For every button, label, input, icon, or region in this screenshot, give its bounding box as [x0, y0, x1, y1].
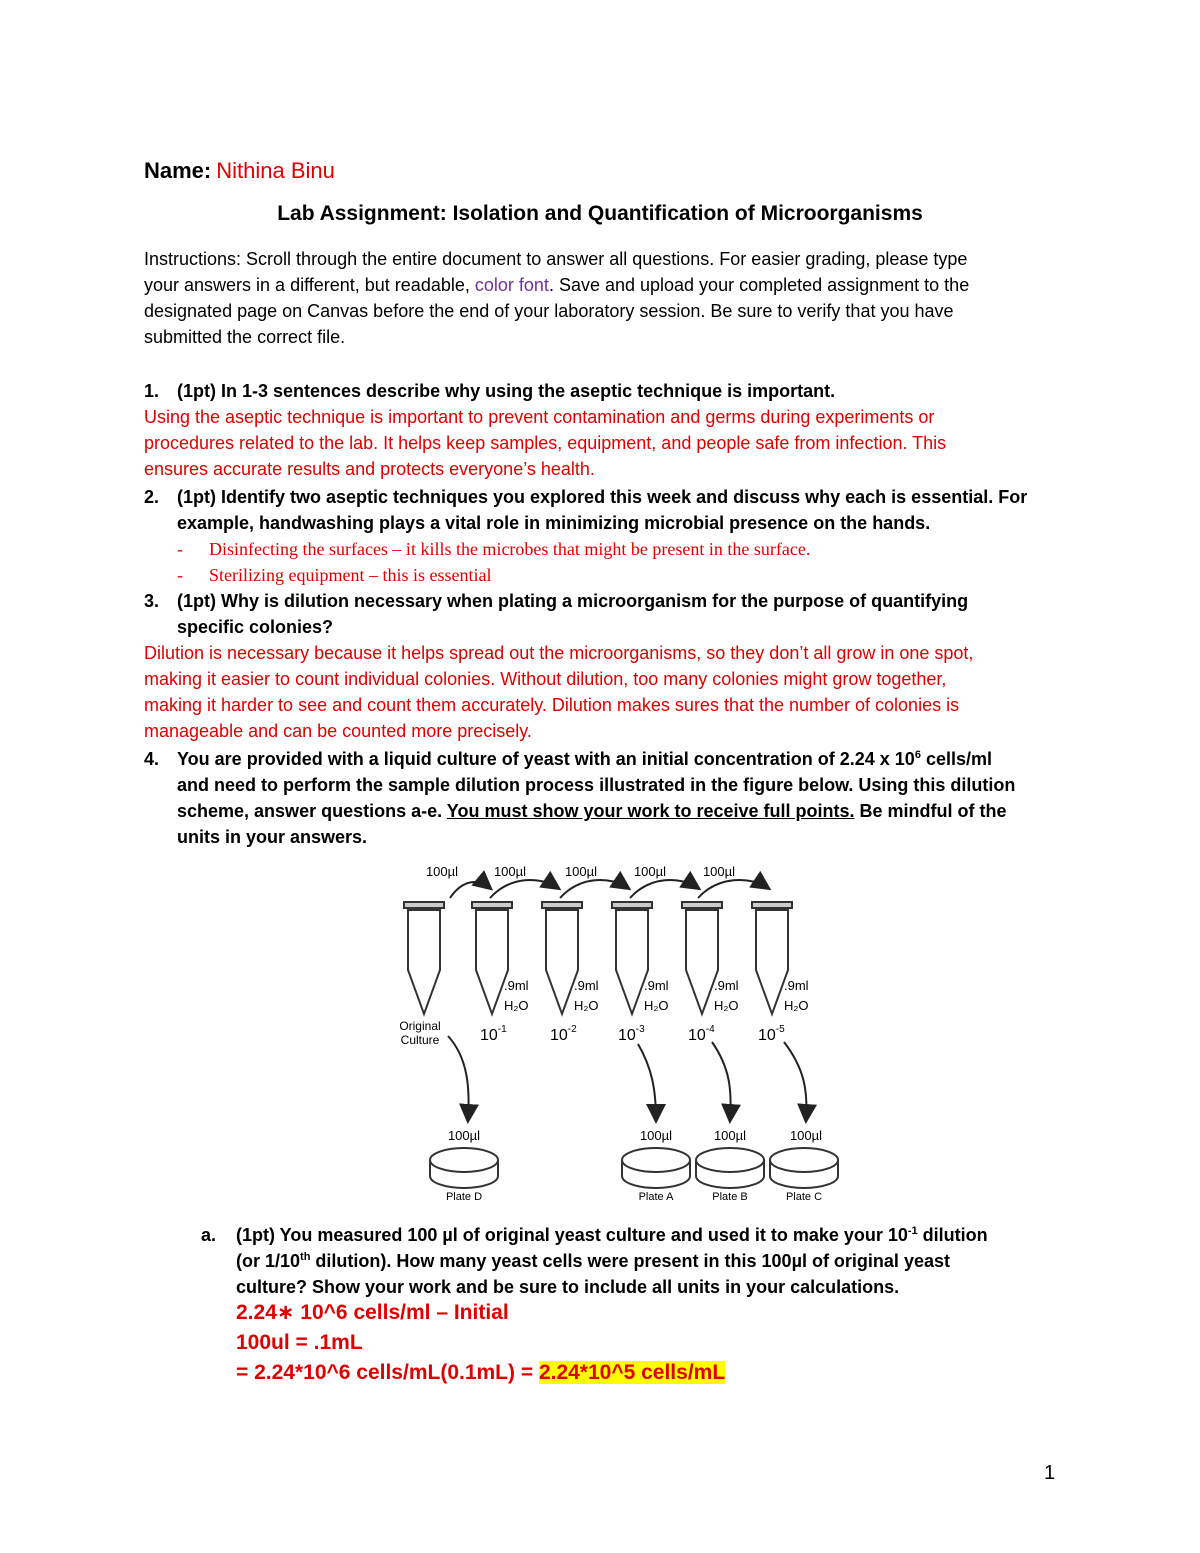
- plate-c: [770, 1148, 838, 1188]
- plate-a-label: Plate A: [638, 1191, 674, 1203]
- question-4-text: units in your answers.: [177, 827, 368, 847]
- tube-original: [404, 902, 444, 1014]
- instructions-text: your answers in a different, but readable,: [144, 275, 470, 295]
- answer-3-line: making it harder to see and count them accurately. Dilution makes sures that the number of colonies is: [144, 695, 960, 715]
- student-name: Nithina Binu: [216, 158, 335, 183]
- bullet-dash: -: [177, 539, 183, 559]
- answer-1-line: Using the aseptic technique is important to prevent contamination and germs during experiments or: [144, 407, 935, 427]
- name-line: [144, 158, 335, 185]
- question-3-text: (1pt) Why is dilution necessary when plating a microorganism for the purpose of quantifying: [177, 591, 969, 611]
- answer-calc: = 2.24*10^6 cells/mL(0.1mL) =: [236, 1361, 539, 1384]
- question-4-text-part: scheme, answer questions a-e.: [177, 801, 443, 821]
- instructions-line-1: Instructions: Scroll through the entire document to answer all questions. For easier grading, please type: [144, 249, 968, 269]
- answer-1-line: procedures related to the lab. It helps keep samples, equipment, and people safe from infection. This: [144, 433, 947, 453]
- sub-question-text-part: (or 1/10: [236, 1251, 301, 1271]
- answer-3-line: manageable and can be counted more precisely.: [144, 721, 532, 741]
- sub-question-text-part: (1pt) You measured 100 µl of original yeast culture and used it to make your 10: [236, 1225, 908, 1245]
- plate-volume-label: 100µl: [639, 1128, 673, 1143]
- dilution-label-4: [688, 1024, 715, 1044]
- water-label: H₂O: [504, 998, 529, 1013]
- show-work-note: You must show your work to receive full points.: [446, 801, 855, 821]
- answer-a-line-2: 100ul = .1mL: [236, 1331, 363, 1354]
- original-label: Original: [399, 1019, 441, 1033]
- answer-3-line: Dilution is necessary because it helps spread out the microorganisms, so they don’t all grow in one spot,: [144, 643, 974, 663]
- plate-volume-label: 100µl: [713, 1128, 747, 1143]
- plating-arrow: [638, 1044, 656, 1120]
- answer-2-bullet: [177, 536, 810, 562]
- superscript: th: [300, 1251, 311, 1263]
- plating-arrow: [448, 1036, 469, 1120]
- water-label: H₂O: [784, 998, 809, 1013]
- answer-2-bullet: [177, 562, 491, 588]
- question-4-text: [177, 746, 992, 772]
- water-label: H₂O: [574, 998, 599, 1013]
- transfer-volume-label: 100µl: [564, 864, 598, 879]
- plate-d-label: Plate D: [445, 1191, 483, 1203]
- question-2-text: (1pt) Identify two aseptic techniques you explored this week and discuss why each is essential. For: [177, 487, 1028, 507]
- dilution-label-5: [758, 1024, 785, 1044]
- page-title: Lab Assignment: Isolation and Quantification of Microorganisms: [277, 202, 923, 225]
- sub-question-a-text: [236, 1248, 950, 1274]
- bullet-dash: -: [177, 565, 183, 585]
- question-4-text-part: cells/ml: [920, 749, 992, 769]
- transfer-arrow: [698, 880, 768, 898]
- instructions-line-4: submitted the correct file.: [144, 327, 346, 347]
- water-volume-label: .9ml: [644, 978, 669, 993]
- dilution-exponent: -2: [567, 1024, 577, 1035]
- question-1-text: (1pt) In 1-3 sentences describe why using the aseptic technique is important.: [177, 381, 836, 401]
- transfer-arrow: [630, 880, 698, 898]
- dilution-label-2: [550, 1024, 577, 1044]
- dilution-exponent: -5: [775, 1024, 785, 1035]
- dilution-base: 10: [758, 1027, 776, 1044]
- water-volume-label: .9ml: [504, 978, 529, 993]
- transfer-arrow: [450, 882, 490, 898]
- answer-3-line: making it easier to count individual colonies. Without dilution, too many colonies might grow together,: [144, 669, 947, 689]
- transfer-volume-label: 100µl: [493, 864, 527, 879]
- dilution-base: 10: [688, 1027, 706, 1044]
- highlighted-result: 2.24*10^5 cells/mL: [538, 1361, 726, 1384]
- question-3-text: specific colonies?: [177, 617, 334, 637]
- transfer-arrow: [490, 880, 558, 898]
- water-label: H₂O: [714, 998, 739, 1013]
- dilution-exponent: -4: [705, 1024, 715, 1035]
- transfer-arrow: [560, 880, 628, 898]
- answer-a-line-3: [236, 1358, 725, 1388]
- answer-a-line-1: 2.24∗ 10^6 cells/ml – Initial: [236, 1301, 509, 1324]
- answer-1-line: ensures accurate results and protects everyone’s health.: [144, 459, 595, 479]
- transfer-volume-label: 100µl: [425, 864, 459, 879]
- question-4-text-part: Be mindful of the: [854, 801, 1007, 821]
- superscript: -1: [907, 1225, 918, 1237]
- dilution-base: 10: [480, 1027, 498, 1044]
- page-number: 1: [1044, 1462, 1056, 1484]
- plate-b: [696, 1148, 764, 1188]
- instructions-line-3: designated page on Canvas before the end of your laboratory session. Be sure to verify that you have: [144, 301, 954, 321]
- superscript: 6: [914, 749, 921, 761]
- water-volume-label: .9ml: [714, 978, 739, 993]
- sub-question-a-text: culture? Show your work and be sure to include all units in your calculations.: [236, 1277, 900, 1297]
- question-4-text: and need to perform the sample dilution process illustrated in the figure below. Using this dilution: [177, 775, 1016, 795]
- dilution-exponent: -1: [497, 1024, 507, 1035]
- dilution-exponent: -3: [635, 1024, 645, 1035]
- bullet-text: Sterilizing equipment – this is essential: [209, 565, 492, 585]
- instructions-text: . Save and upload your completed assignment to the: [548, 275, 970, 295]
- water-volume-label: .9ml: [574, 978, 599, 993]
- sub-question-text-part: dilution: [917, 1225, 988, 1245]
- dilution-label-1: [480, 1024, 507, 1044]
- plate-b-label: Plate B: [712, 1191, 748, 1203]
- question-number: 3.: [144, 591, 160, 611]
- dilution-diagram: [380, 858, 840, 1210]
- color-font-text: color font: [474, 275, 549, 295]
- plate-a: [622, 1148, 690, 1188]
- plating-arrow: [784, 1042, 806, 1120]
- bullet-text: Disinfecting the surfaces – it kills the microbes that might be present in the surface.: [209, 539, 811, 559]
- plating-arrow: [712, 1042, 731, 1120]
- question-2-text: example, handwashing plays a vital role in minimizing microbial presence on the hands.: [177, 513, 931, 533]
- water-volume-label: .9ml: [784, 978, 809, 993]
- dilution-label-3: [618, 1024, 645, 1044]
- transfer-volume-label: 100µl: [633, 864, 667, 879]
- sub-question-text-part: dilution). How many yeast cells were present in this 100µl of original yeast: [310, 1251, 950, 1271]
- dilution-base: 10: [618, 1027, 636, 1044]
- question-4-text-part: You are provided with a liquid culture of yeast with an initial concentration of 2.24 x 10: [177, 749, 915, 769]
- question-number: 2.: [144, 487, 160, 507]
- culture-label: Culture: [400, 1033, 440, 1047]
- plate-c-label: Plate C: [785, 1191, 823, 1203]
- question-number: 4.: [144, 749, 160, 769]
- sub-question-label: a.: [201, 1225, 217, 1245]
- dilution-base: 10: [550, 1027, 568, 1044]
- plate-volume-label: 100µl: [447, 1128, 481, 1143]
- question-4-text: [177, 798, 1007, 824]
- water-label: H₂O: [644, 998, 669, 1013]
- name-label: Name:: [144, 158, 212, 183]
- transfer-volume-label: 100µl: [702, 864, 736, 879]
- plate-volume-label: 100µl: [789, 1128, 823, 1143]
- plate-d: [430, 1148, 498, 1188]
- question-number: 1.: [144, 381, 160, 401]
- sub-question-a-text: [236, 1222, 988, 1248]
- instructions-line-2: [144, 272, 969, 298]
